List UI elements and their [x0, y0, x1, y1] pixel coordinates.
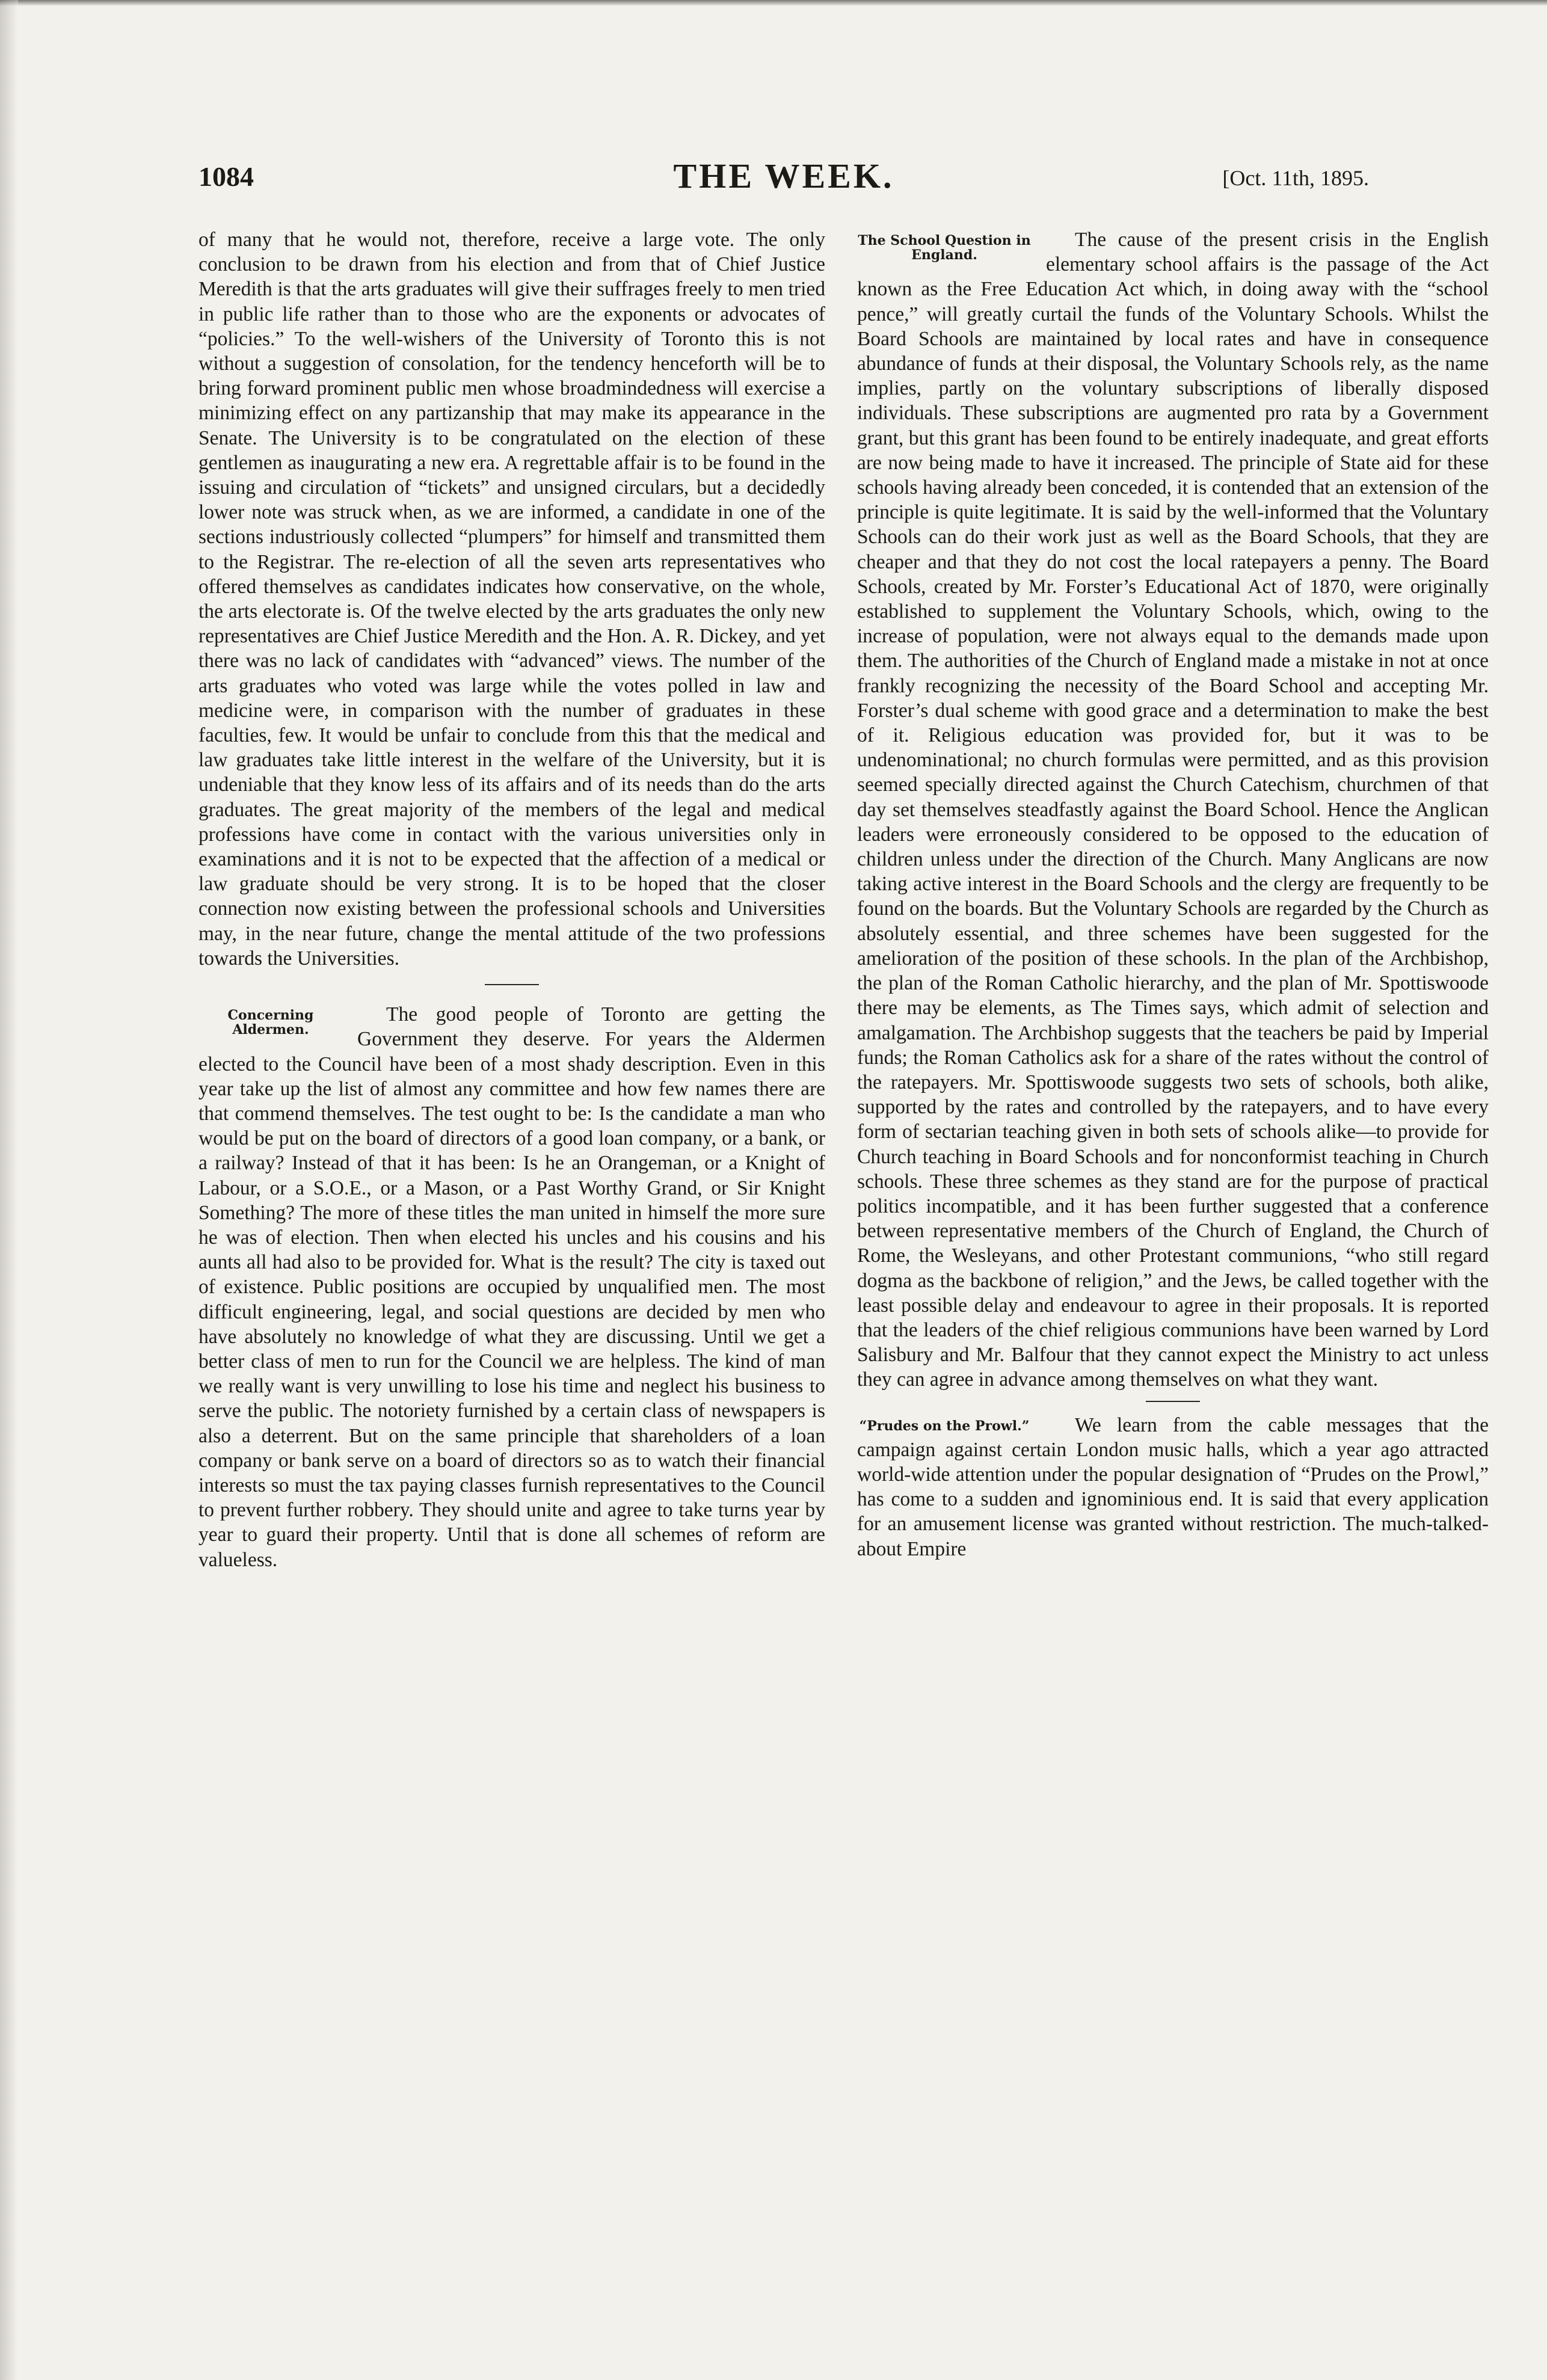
page-edge-shadow: [0, 0, 1547, 6]
university-election-paragraph: of many that he would not, therefore, receive a large vote. The only conclusion to be drawn from his election and from that of Chief Justice Meredith is that the arts graduates will give their suffrages freely to men tried in public life rather than to those who are the exponents or advocates of “policies.” To the well-wishers of the University of Toronto this is not without a suggestion of consolation, for the tendency henceforth will be to bring forward prominent public men whose broadmindedness will exercise a minimizing effect on any partizanship that may make its appearance in the Senate. The University is to be congratulated on the election of these gentlemen as inaugurating a new era. A regrettable affair is to be found in the issuing and circulation of “tickets” and unsigned circulars, but a decidedly lower note was struck when, as we are informed, a candidate in one of the sections industriously collected “plumpers” for himself and transmitted them to the Registrar. The re-election of all the seven arts representatives who offered themselves as candidates indicates how conservative, on the whole, the arts electorate is. Of the twelve elected by the arts graduates the only new representatives are Chief Justice Meredith and the Hon. A. R. Dickey, and yet there was no lack of candidates with “advanced” views. The number of the arts graduates who voted was large while the votes polled in law and medicine were, in comparison with the number of graduates in these faculties, few. It would be unfair to conclude from this that the medical and law graduates take little interest in the welfare of the University, but it is undeniable that they know less of its affairs and of its needs than do the arts graduates. The great majority of the members of the legal and medical professions have come in contact with the various universities only in examinations and it is not to be expected that the affection of a medical or law graduate should be very strong. It is to be hoped that the closer connection now existing between the professional schools and Universities may, in the near future, change the mental attitude of the two professions towards the Universities.: [198, 229, 825, 970]
school-question-section: [857, 227, 1489, 1392]
issue-date: [Oct. 11th, 1895.: [1222, 166, 1369, 190]
section-divider: [485, 984, 539, 985]
binding-shadow: [0, 0, 18, 2380]
prudes-paragraph: We learn from the cable messages that the campaign against certain London music halls, which a year ago attracted world-wide attention under the popular designation of “Prudes on the Prowl,” has come to a sudden and ignominious end. It is said that every application for an amusement license was granted without restriction. The much-talked-about Empire: [857, 1413, 1489, 1560]
aldermen-sidenote: Concerning Aldermen.: [227, 1007, 314, 1038]
prudes-section: [857, 1413, 1489, 1561]
school-question-sidenote: The School Question in England.: [858, 233, 1031, 263]
journal-title: THE WEEK.: [673, 156, 894, 195]
section-divider: [1146, 1401, 1200, 1402]
page-number: 1084: [198, 161, 254, 192]
university-election-section: [198, 227, 825, 971]
aldermen-paragraph: The good people of Toronto are getting the Government they deserve. For years the Aldermen elected to the Council have been of a most shady description. Even in this year take up the list of almost any committee and how few names there are that commend themselves. The test ought to be: Is the candidate a man who would be put on the board of directors of a good loan company, or a bank, or a railway? Instead of that it has been: Is he an Orangeman, or a Knight of Labour, or a S.O.E., or a Mason, or a Past Worthy Grand, or Sir Knight Something? The more of these titles the man united in himself the more sure he was of election. Then when elected his uncles and his cousins and his aunts all had also to be provided for. What is the result? The city is taxed out of existence. Public positions are occupied by unqualified men. The most difficult engineering, legal, and social questions are decided by men who have absolutely no knowledge of what they are discussing. Until we get a better class of men to run for the Council we are helpless. The kind of man we really want is very unwilling to lose his time and neglect his business to serve the public. The notoriety furnished by a certain class of newspapers is also a deterrent. But on the same principle that shareholders of a loan company or bank serve on a board of directors so as to watch their financial interests so must the tax paying classes furnish representatives to the Council to prevent further robbery. They should unite and agree to take turns year by year to guard their property. Until that is done all schemes of reform are valueless.: [198, 1003, 825, 1571]
left-column: [198, 227, 825, 1572]
right-column: [857, 227, 1489, 1561]
page-header: [198, 153, 1369, 208]
prudes-sidenote: “Prudes on the Prowl.”: [859, 1418, 1030, 1434]
school-question-paragraph: The cause of the present crisis in the English elementary school affairs is the passage of the Act known as the Free Education Act which, in doing away with the “school pence,” will greatly curtail the funds of the Voluntary Schools. Whilst the Board Schools are maintained by local rates and have in consequence abundance of funds at their disposal, the Voluntary Schools rely, as the name implies, partly on the voluntary subscriptions of liberally disposed individuals. These subscriptions are augmented pro rata by a Government grant, but this grant has been found to be entirely inadequate, and great efforts are now being made to have it increased. The principle of State aid for these schools having already been conceded, it is contended that an extension of the principle is quite legitimate. It is said by the well-informed that the Voluntary Schools can do their work just as well as the Board Schools, that they are cheaper and that they do not cost the local ratepayers a penny. The Board Schools, created by Mr. Forster’s Educational Act of 1870, were originally established to supplement the Voluntary Schools, which, owing to the increase of population, were not always equal to the demands made upon them. The authorities of the Church of England made a mistake in not at once frankly recognizing the necessity of the Board School and accepting Mr. Forster’s dual scheme with good grace and a determination to make the best of it. Religious education was provided for, but it was to be undenominational; no church formulas were permitted, and as this provision seemed specially directed against the Church Catechism, churchmen of that day set themselves steadfastly against the Board School. Hence the Anglican leaders were erroneously considered to be opposed to the education of children unless under the direction of the Church. Many Anglicans are now taking active interest in the Board Schools and the clergy are frequently to be found on the boards. But the Voluntary Schools are regarded by the Church as absolutely essential, and three schemes have been suggested for the amelioration of the position of these schools. In the plan of the Archbishop, the plan of the Roman Catholic hierarchy, and the plan of Mr. Spottiswoode there may be elements, as The Times says, which admit of selection and amalgamation. The Archbishop suggests that the teachers be paid by Imperial funds; the Roman Catholics ask for a share of the rates without the control of the ratepayers. Mr. Spottiswoode suggests two sets of schools, both alike, supported by the rates and controlled by the ratepayers, and to have every form of sectarian teaching given in both sets of schools alike—to provide for Church teaching in Board Schools and for nonconformist teaching in Church schools. These three schemes as they stand are for the purpose of practical politics incompatible, and it has been further suggested that a conference between representative members of the Church of England, the Church of Rome, the Wesleyans, and other Protestant communions, “who still regard dogma as the backbone of religion,” and the Jews, be called together with the least possible delay and endeavour to agree in their proposals. It is reported that the leaders of the chief religious communions have been warned by Lord Salisbury and Mr. Balfour that they cannot expect the Ministry to act unless they can agree in advance among themselves on what they want.: [857, 229, 1489, 1391]
aldermen-section: [198, 1002, 825, 1572]
